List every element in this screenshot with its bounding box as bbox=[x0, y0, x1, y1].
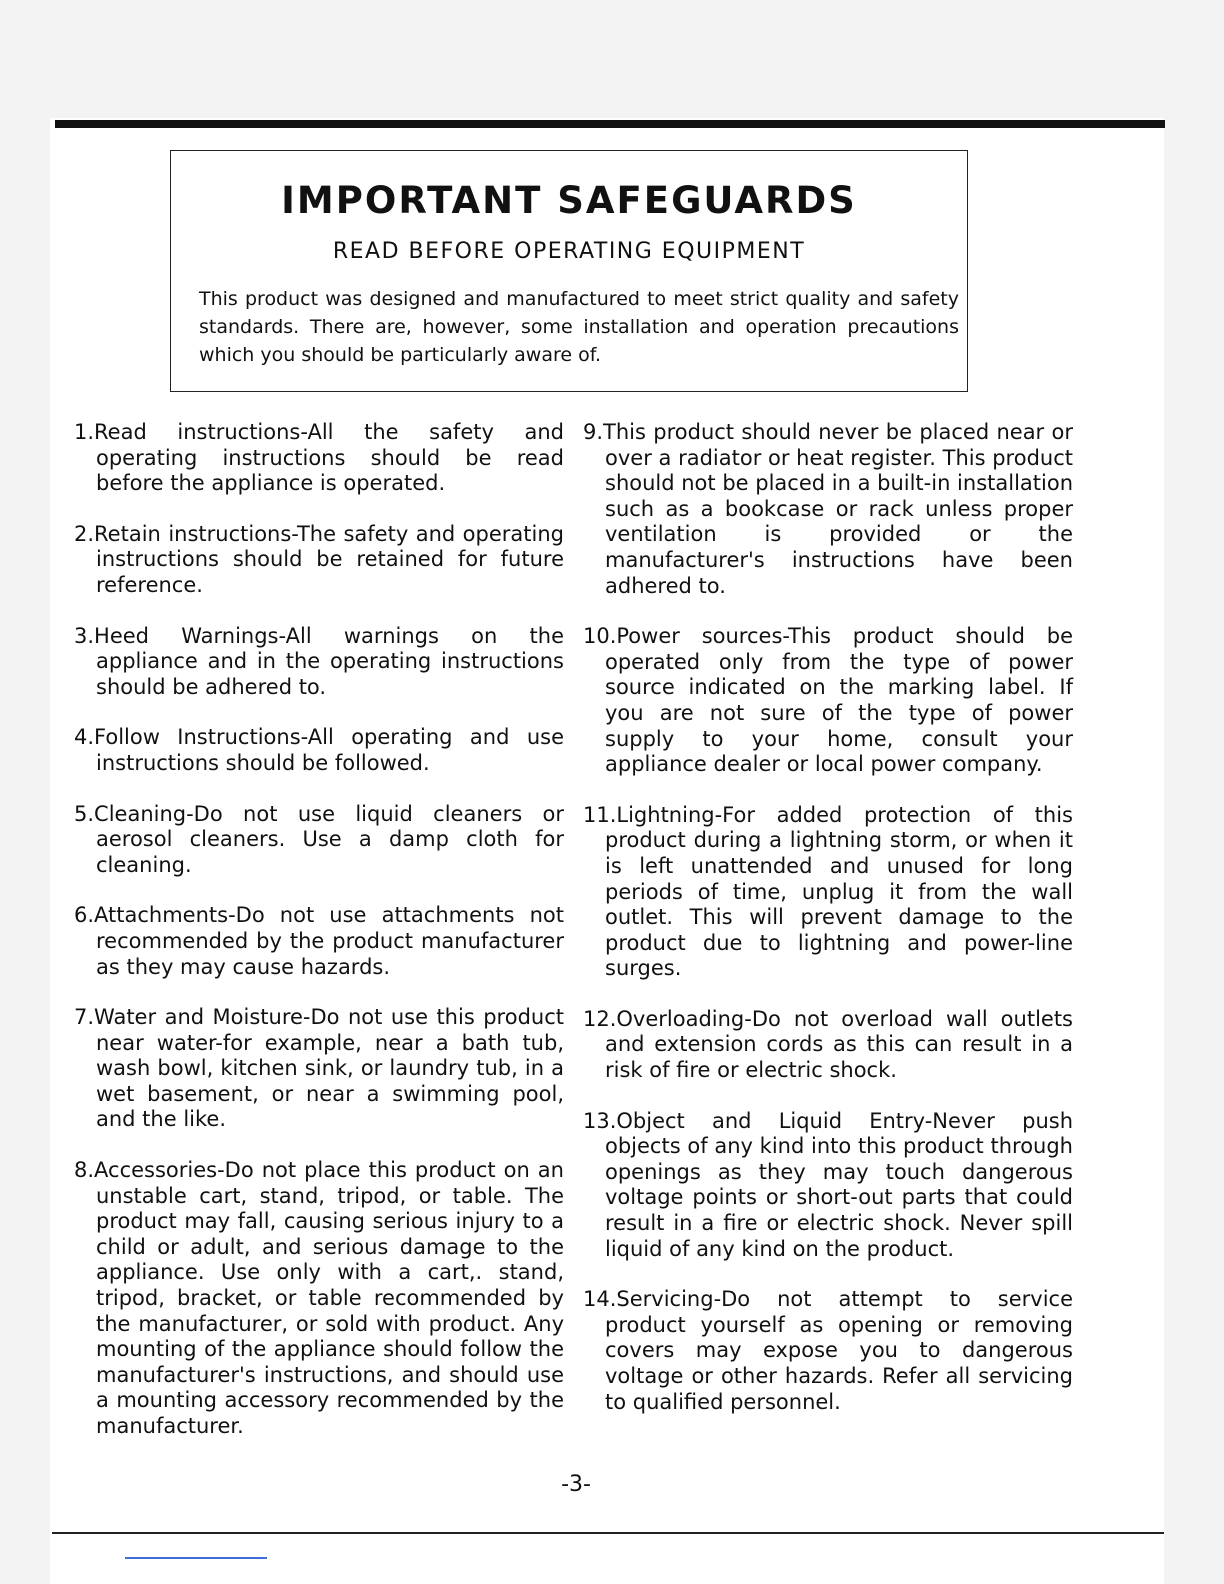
instruction-item: 11.Lightning-For added protection of this product during a lightning storm, or when it is left unattended and unused for long periods of time, unplug it from the wall outlet. This will prevent damage to the product due to lightning and power-line surges. bbox=[583, 802, 1073, 981]
bottom-rule bbox=[52, 1532, 1164, 1534]
page-number: -3- bbox=[561, 1472, 591, 1497]
page-title: IMPORTANT SAFEGUARDS bbox=[281, 179, 857, 222]
instruction-item: 5.Cleaning-Do not use liquid cleaners or aerosol cleaners. Use a damp cloth for cleaning. bbox=[74, 801, 564, 877]
safeguards-header-box bbox=[170, 150, 968, 392]
page-subtitle: READ BEFORE OPERATING EQUIPMENT bbox=[332, 239, 806, 264]
scan-margin-right bbox=[1164, 0, 1224, 1584]
scan-margin-top bbox=[0, 0, 1224, 118]
instruction-item: 2.Retain instructions-The safety and operating instructions should be retained for future reference. bbox=[74, 521, 564, 597]
instruction-item: 4.Follow Instructions-All operating and use instructions should be followed. bbox=[74, 725, 564, 775]
instruction-item: 14.Servicing-Do not attempt to service product yourself as opening or removing covers may expose you to dangerous voltage or other hazards. Refer all servicing to qualified personnel. bbox=[583, 1287, 1073, 1414]
instruction-item: 1.Read instructions-All the safety and operating instructions should be read before the appliance is operated. bbox=[74, 420, 564, 496]
intro-paragraph: This product was designed and manufactured to meet strict quality and safety standards. There are, however, some installation and operation precautions which you should be particularly aware of. bbox=[199, 288, 959, 366]
instructions-column-left bbox=[74, 420, 564, 1440]
scan-margin-left bbox=[0, 0, 50, 1584]
instructions-column-right bbox=[583, 420, 1073, 1415]
instruction-item: 3.Heed Warnings-All warnings on the appliance and in the operating instructions should be adhered to. bbox=[74, 623, 564, 699]
instruction-item: 8.Accessories-Do not place this product on an unstable cart, stand, tripod, or table. The product may fall, causing serious injury to a child or adult, and serious damage to the appliance. Use only with a cart,. stand, tripod, bracket, or table recommended by the manufacturer, or sold with product. Any mounting of the appliance should follow the manufacturer's instructions, and should use a mounting accessory recommended by the manufacturer. bbox=[74, 1158, 564, 1438]
instruction-item: 9.This product should never be placed near or over a radiator or heat register. This product should not be placed in a built-in installation such as a bookcase or rack unless proper ventilation is provided or the manufacturer's instructions have been adhered to. bbox=[583, 420, 1073, 598]
instruction-item: 7.Water and Moisture-Do not use this product near water-for example, near a bath tub, wash bowl, kitchen sink, or laundry tub, in a wet basement, or near a swimming pool, and the like. bbox=[74, 1005, 564, 1132]
instruction-item: 12.Overloading-Do not overload wall outlets and extension cords as this can result in a risk of fire or electric shock. bbox=[583, 1006, 1073, 1083]
instruction-item: 6.Attachments-Do not use attachments not recommended by the product manufacturer as they may cause hazards. bbox=[74, 903, 564, 979]
scan-blue-mark bbox=[125, 1557, 267, 1559]
instruction-item: 10.Power sources-This product should be operated only from the type of power source indicated on the marking label. If you are not sure of the type of power supply to your home, consult your appliance dealer or local power company. bbox=[583, 624, 1073, 777]
top-rule bbox=[55, 120, 1165, 128]
instruction-item: 13.Object and Liquid Entry-Never push objects of any kind into this product through openings as they may touch dangerous voltage points or short-out parts that could result in a fire or electric shock. Never spill liquid of any kind on the product. bbox=[583, 1108, 1073, 1261]
